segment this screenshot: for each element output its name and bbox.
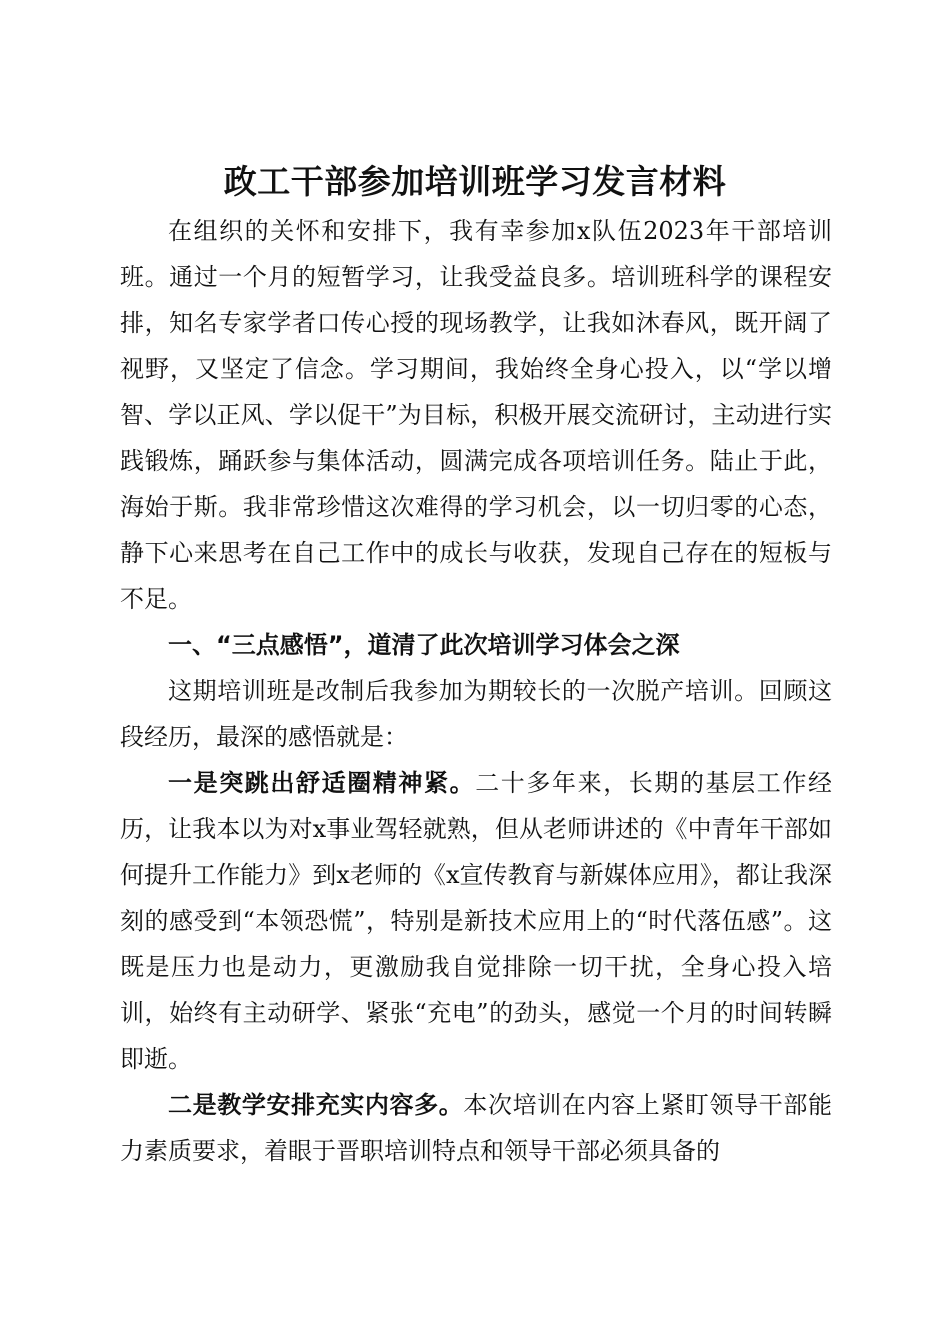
point-one-lead: 一是突跳出舒适圈精神紧。 (168, 768, 476, 797)
point-one-text: 二十多年来，长期的基层工作经历，让我本以为对x事业驾轻就熟，但从老师讲述的《中青年干部如何提升工作能力》到x老师的《x宣传教育与新媒体应用》，都让我深刻的感受到“本领恐慌”，特别是新技术应用上的“时代落伍感”。这既是压力也是动力，更激励我自觉排除一切干扰，全身心投入培训，始终有主动研学、紧张“充电”的劲头，感觉一个月的时间转瞬即逝。 (120, 769, 833, 1073)
section-intro-paragraph: 这期培训班是改制后我参加为期较长的一次脱产培训。回顾这段经历，最深的感悟就是： (120, 677, 832, 751)
intro-paragraph: 在组织的关怀和安排下，我有幸参加x队伍2023年干部培训班。通过一个月的短暂学习，让我受益良多。培训班科学的课程安排，知名专家学者口传心授的现场教学，让我如沐春风，既开阔了视野，又坚定了信念。学习期间，我始终全身心投入，以“学以增智、学以正风、学以促干”为目标，积极开展交流研讨，主动进行实践锻炼，踊跃参与集体活动，圆满完成各项培训任务。陆止于此，海始于斯。我非常珍惜这次难得的学习机会，以一切归零的心态，静下心来思考在自己工作中的成长与收获，发现自己存在的短板与不足。 (120, 217, 832, 613)
point-one-paragraph (120, 760, 832, 1082)
point-two-lead: 二是教学安排充实内容多。 (168, 1090, 464, 1119)
section-heading: 一、“三点感悟”，道清了此次培训学习体会之深 (168, 631, 680, 659)
point-two-paragraph (120, 1082, 832, 1174)
document-body (120, 208, 832, 1174)
point-two-text: 本次培训在内容上紧盯领导干部能力素质要求，着眼于晋职培训特点和领导干部必须具备的 (120, 1091, 833, 1165)
document-title: 政工干部参加培训班学习发言材料 (223, 162, 727, 202)
